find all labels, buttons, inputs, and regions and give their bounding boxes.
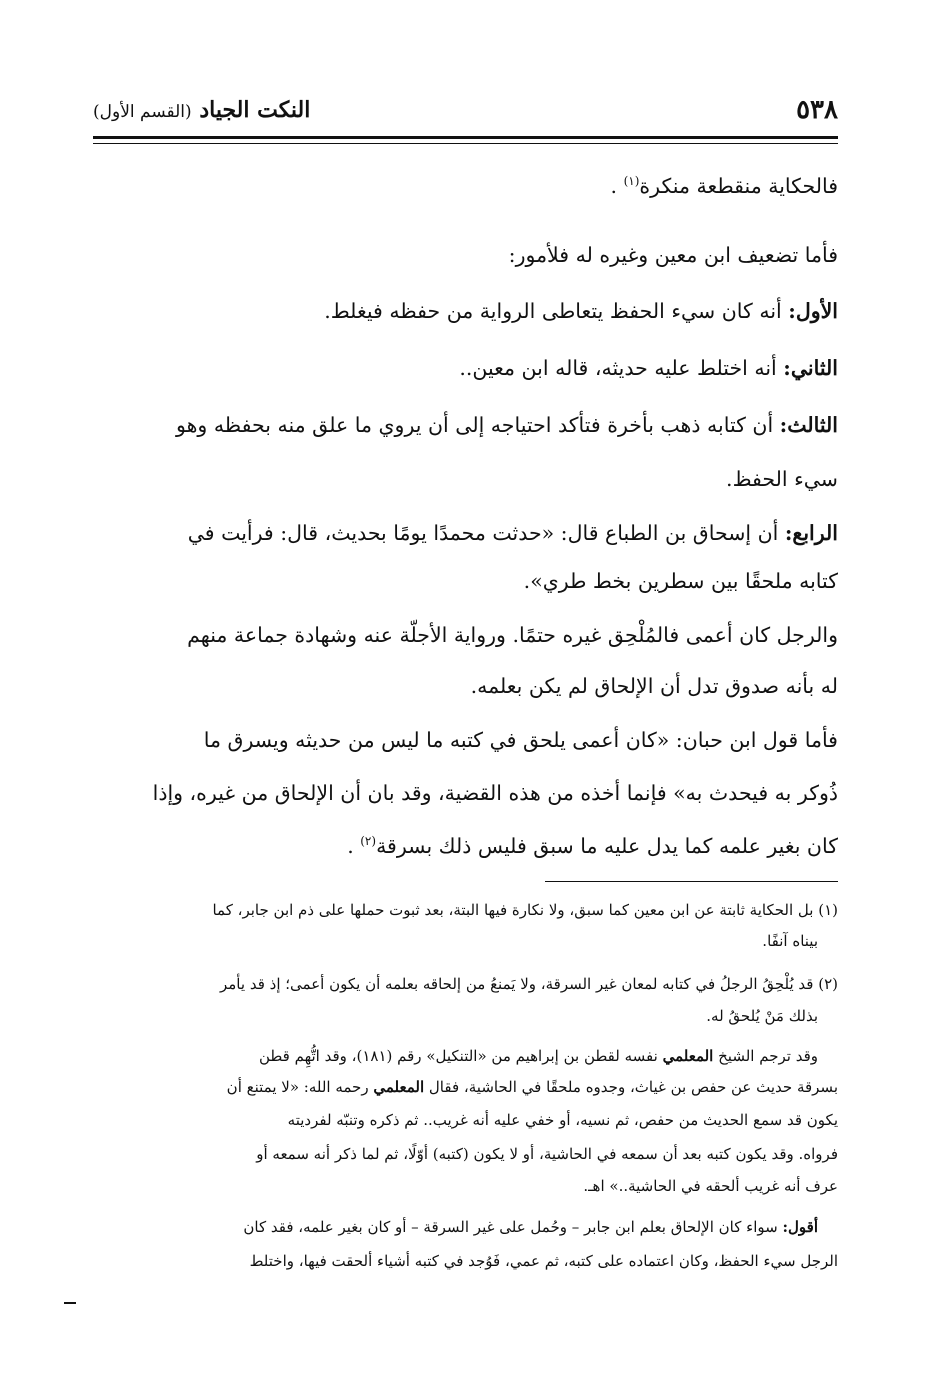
footnote-2-quote-line-4: فرواه. وقد يكون كتبه بعد أن سمعه في الحاشية، أو لا يكون (كتبه) أوّلًا، ثم لما ذكر أنه سمعه أو [256,1145,838,1163]
footnote-1-line-1: (١) بل الحكاية ثابتة عن ابن معين كما سبق، ولا نكارة فيها البتة، بعد ثبوت حملها على ذم ابن جابر، كما [212,901,838,919]
body-line-6: سيء الحفظ. [726,467,838,491]
body-line-13: كان بغير علمه كما يدل عليه ما سبق فليس ذلك بسرقة$^{(٢)}$ . [347,834,838,858]
body-line-7-text: أن إسحاق بن الطباع قال: «حدثت محمدًا يومًا بحديث، قال: فرأيت في [187,521,785,545]
point-label-fourth: الرابع: [784,521,838,545]
body-line-13-text: كان بغير علمه كما يدل عليه ما سبق فليس ذلك بسرقة [376,834,838,858]
body-line-1-text: فالحكاية منقطعة منكرة [639,174,838,198]
footnote-2-quote-line-5: عرف أنه غريب ألحقه في الحاشية..» اهـ. [583,1177,838,1195]
quote-2-pre: بسرقة حديث عن حفص بن غياث، وجدوه ملحقًا في الحاشية، فقال [424,1078,838,1096]
body-line-5-text: أن كتابه ذهب بأخرة فتأكد احتياجه إلى أن يروي ما علق منه بحفظه وهو [176,413,780,437]
header-rule-thick [93,136,838,139]
running-header [93,90,838,130]
body-line-9: والرجل كان أعمى فالمُلْحِق غيره حتمًا. ورواية الأجلّة عنه وشهادة جماعة منهم [187,623,838,647]
body-line-2: فأما تضعيف ابن معين وغيره له فلأمور: [508,243,838,267]
footnote-2-quote-line-1 [93,1042,818,1071]
comment-line-1-text: سواء كان الإلحاق بعلم ابن جابر – وحُمل على غير السرقة – أو كان بغير علمه، فقد كان [243,1218,783,1236]
body-line-8: كتابه ملحقًا بين سطرين بخط طري». [523,569,838,593]
book-title-main: النكت الجياد [199,97,311,123]
point-label-third: الثالث: [779,413,838,437]
book-section: (القسم الأول) [93,102,192,122]
footnote-separator [545,881,838,882]
footnote-1-line-2: بيناه آنفًا. [762,932,818,950]
footnote-2-quote-line-2 [93,1073,838,1102]
quote-1-pre: وقد ترجم الشيخ [713,1047,818,1065]
footnote-ref-2: (٢) [360,834,377,849]
body-line-4 [93,340,838,397]
footnote-ref-1: (١) [623,174,640,189]
page-number: ٥٣٨ [796,95,838,125]
body-line-10: له بأنه صدوق تدل أن الإلحاق لم يكن بعلمه. [470,674,838,698]
footnote-2-line-1: (٢) قد يُلْحِقُ الرجلُ في كتابه لمعان غير السرقة، ولا يَمنعُ من إلحاقه بعلمه أن يكون أعمى؛ إذ قد يأمر [220,975,838,993]
author-name: المعلمي [662,1047,714,1065]
quote-2-post: رحمه الله: «لا يمتنع أن [226,1078,374,1096]
point-label-second: الثاني: [783,356,838,380]
quote-1-post: نفسه لقطن بن إبراهيم من «التنكيل» رقم (١٨١)، وقد اتُّهِم قطن [258,1047,663,1065]
header-rule-thin [93,143,838,144]
footnote-2-comment-line-2: الرجل سيء الحفظ، وكان اعتماده على كتبه، ثم عمي، فَوُجد في كتبه أشياء ألحقت فيها، واختلط [249,1252,838,1270]
body-line-4-text: أنه اختلط عليه حديثه، قاله ابن معين.. [459,356,784,380]
body-line-3 [93,283,838,340]
continuation-mark [64,1302,76,1304]
footnote-2-line-2: بذلك مَنْ يُلحقُ له. [706,1007,818,1025]
body-line-12: ذُوكر به فيحدث به» فإنما أخذه من هذه القضية، وقد بان أن الإلحاق من غيره، وإذا [152,781,838,805]
body-line-1: فالحكاية منقطعة منكرة$^{(١)}$ . [610,174,838,198]
comment-label: أقول: [782,1218,818,1236]
body-line-3-text: أنه كان سيء الحفظ يتعاطى الرواية من حفظه فيغلط. [324,299,789,323]
body-line-11: فأما قول ابن حبان: «كان أعمى يلحق في كتبه ما ليس من حديثه ويسرق ما [203,728,838,752]
point-label-first: الأول: [788,299,838,323]
footnote-2-quote-line-3: يكون قد سمع الحديث من حفص، ثم نسيه، أو خفي عليه أنه غريب.. ثم ذكره وتنبّه لفرديته [287,1111,838,1129]
footnote-2-comment-line-1 [93,1213,818,1242]
author-name: المعلمي [373,1078,425,1096]
body-line-5 [93,397,838,454]
book-title [93,97,310,123]
